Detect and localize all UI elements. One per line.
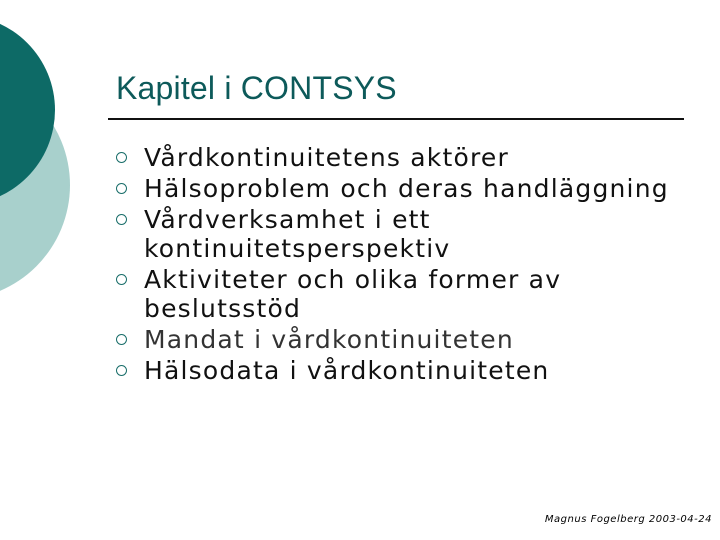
bullet-text: Mandat i vårdkontinuiteten — [144, 325, 514, 354]
bullet-item — [116, 265, 676, 323]
bullet-item — [116, 205, 676, 263]
bullet-text: Hälsoproblem och deras handläggning — [144, 174, 669, 203]
bullet-text: Vårdkontinuitetens aktörer — [144, 143, 509, 172]
circle-bullet-icon — [116, 365, 127, 376]
bullet-text: Vårdverksamhet i ett kontinuitetsperspektiv — [144, 205, 451, 263]
title-divider — [108, 118, 684, 120]
slide-title: Kapitel i CONTSYS — [116, 70, 397, 106]
bullet-item — [116, 325, 676, 354]
footer-author-date: Magnus Fogelberg 2003-04-24 — [544, 514, 712, 525]
circle-bullet-icon — [116, 183, 127, 194]
bullet-item — [116, 356, 676, 385]
decorative-circles — [0, 0, 80, 300]
bullet-item — [116, 174, 676, 203]
bullet-list — [116, 143, 676, 387]
circle-bullet-icon — [116, 214, 127, 225]
circle-bullet-icon — [116, 152, 127, 163]
circle-bullet-icon — [116, 274, 127, 285]
bullet-text: Hälsodata i vårdkontinuiteten — [144, 356, 550, 385]
bullet-text: Aktiviteter och olika former av beslutsstöd — [144, 265, 562, 323]
bullet-item — [116, 143, 676, 172]
circle-bullet-icon — [116, 334, 127, 345]
